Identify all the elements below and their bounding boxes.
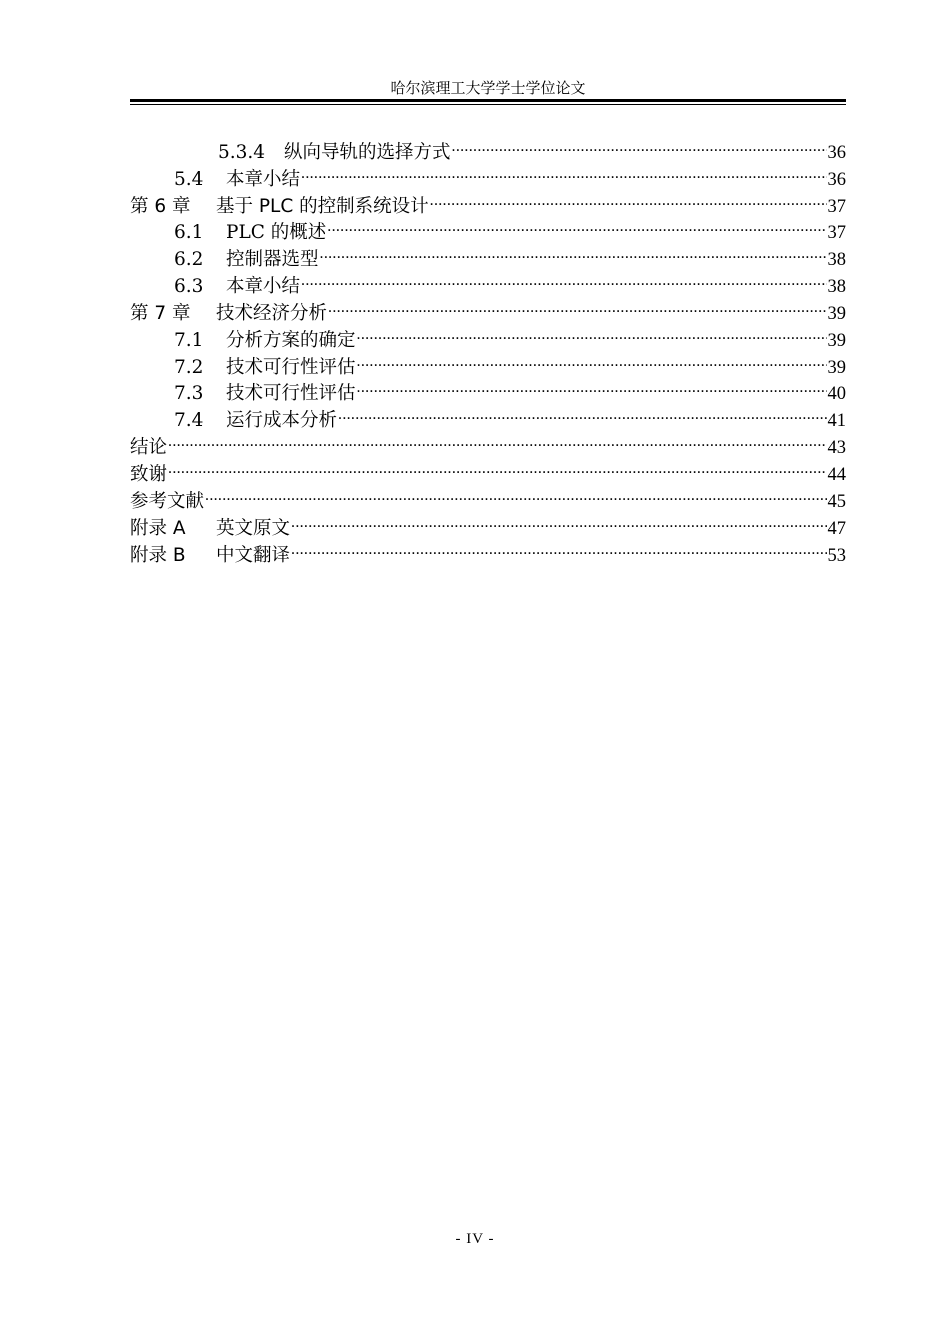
toc-entry-page: 43 <box>827 438 846 459</box>
toc-entry-page: 37 <box>827 196 846 217</box>
header-rule-thin <box>130 104 846 105</box>
page-number-footer: - IV - <box>455 1231 495 1247</box>
toc-leader-dots <box>301 158 826 185</box>
toc-entry-title: 控制器选型 <box>226 249 319 271</box>
toc-leader-dots <box>357 346 827 373</box>
toc-leader-dots <box>205 480 826 507</box>
toc-entry-page: 36 <box>827 169 846 190</box>
toc-entry-number: 7.3 <box>174 383 204 405</box>
toc-leader-dots <box>301 265 826 292</box>
toc-entry-number: 5.4 <box>174 168 204 190</box>
toc-leader-dots <box>327 212 826 239</box>
toc-entry-title: 致谢 <box>130 463 168 485</box>
toc-entry-number: 7.2 <box>174 356 204 378</box>
toc-leader-dots <box>338 399 826 426</box>
toc-leader-dots <box>430 185 827 212</box>
toc-leader-dots <box>320 238 827 265</box>
toc-leader-dots <box>357 319 827 346</box>
toc-entry-page: 38 <box>827 277 846 298</box>
toc-chapter-entry[interactable] <box>130 480 846 512</box>
toc-entry-title: 技术可行性评估 <box>226 356 356 378</box>
toc-entry-number: 6.2 <box>174 249 204 271</box>
table-of-contents <box>130 131 846 566</box>
toc-entry-page: 41 <box>827 411 846 432</box>
toc-leader-dots <box>357 373 827 400</box>
toc-entry-number: 5.3.4 <box>218 141 266 163</box>
toc-entry[interactable] <box>130 131 846 163</box>
toc-leader-dots <box>168 453 826 480</box>
toc-entry-page: 45 <box>827 491 846 512</box>
toc-entry-title: 结论 <box>130 437 168 459</box>
toc-entry-page: 39 <box>827 357 846 378</box>
toc-entry-number: 6.3 <box>174 276 204 298</box>
toc-entry-page: 40 <box>827 384 846 405</box>
toc-entry-number: 第 6 章 <box>130 195 191 217</box>
toc-leader-dots <box>452 131 827 158</box>
toc-entry-number: 6.1 <box>174 222 204 244</box>
toc-entry-title: 中文翻译 <box>216 544 291 566</box>
toc-entry-title: 纵向导轨的选择方式 <box>284 141 451 163</box>
toc-entry-title: 英文原文 <box>216 517 291 539</box>
toc-entry-number: 7.1 <box>174 329 204 351</box>
toc-chapter-entry[interactable] <box>130 507 846 539</box>
toc-entry-title: 技术可行性评估 <box>226 383 356 405</box>
toc-entry-title: PLC 的概述 <box>226 222 327 244</box>
toc-chapter-entry[interactable] <box>130 453 846 485</box>
toc-entry-page: 36 <box>827 142 846 163</box>
toc-leader-dots <box>168 426 826 453</box>
toc-entry-title: 本章小结 <box>226 276 301 298</box>
toc-chapter-entry[interactable] <box>130 426 846 459</box>
toc-leader-dots <box>291 507 826 534</box>
toc-leader-dots <box>328 292 826 319</box>
toc-entry-title: 运行成本分析 <box>226 410 338 432</box>
running-header: 哈尔滨理工大学学士学位论文 <box>390 79 586 97</box>
toc-entry-page: 53 <box>827 545 846 566</box>
toc-entry-title: 技术经济分析 <box>216 302 328 324</box>
toc-entry-number: 7.4 <box>174 410 204 432</box>
toc-leader-dots <box>291 534 826 561</box>
header-rule-thick <box>130 99 846 102</box>
toc-entry-title: 分析方案的确定 <box>226 329 356 351</box>
toc-entry-number: 附录 A <box>130 517 186 539</box>
toc-entry-page: 44 <box>827 464 846 485</box>
toc-entry-page: 38 <box>827 250 846 271</box>
toc-entry-title: 参考文献 <box>130 490 205 512</box>
toc-entry-page: 39 <box>827 330 846 351</box>
toc-entry-number: 第 7 章 <box>130 302 191 324</box>
toc-entry-page: 39 <box>827 303 846 324</box>
toc-entry-page: 37 <box>827 223 846 244</box>
toc-entry-title: 本章小结 <box>226 168 301 190</box>
toc-entry-title: 基于 PLC 的控制系统设计 <box>216 195 429 217</box>
toc-entry-number: 附录 B <box>130 544 186 566</box>
toc-entry-page: 47 <box>827 518 846 539</box>
